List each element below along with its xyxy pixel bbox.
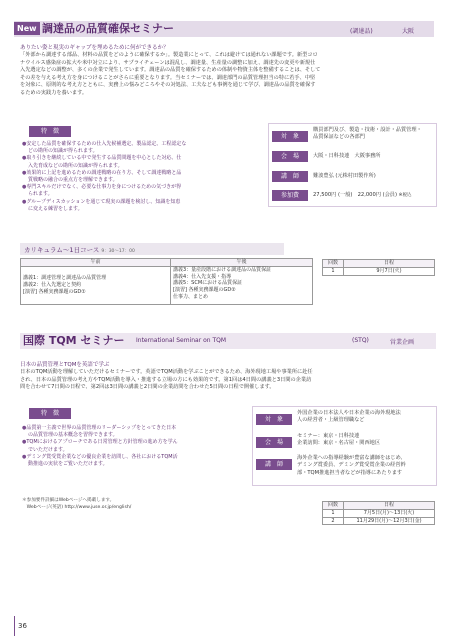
section2-lead: 日本の品質管理とTQMを英語で学ぶ [20, 362, 110, 368]
table-row: 1 7月5日(月)〜13日(火) [323, 509, 435, 517]
lecturer-value: 難波豊弘 (元株村田製作所) [313, 173, 376, 179]
table-row: 2 11月29日(月)〜12月3日(金) [323, 517, 435, 525]
target-label: 対 象 [272, 131, 308, 142]
body-line: るための実践力を養います。 [20, 89, 88, 96]
table-row: 1 9月7日(火) [323, 267, 435, 275]
section1-title: 調達品の品質確保セミナー [42, 22, 174, 35]
feature-item: ●安定した品質を確保するための仕入先候補選定、製品認定、工程認定な どの勘所の知識が得られます。 [22, 141, 187, 155]
schedule-head-no: 回数 [323, 260, 344, 268]
body-line: その差を与える考え方を身につけることがさらに重要となります。当セミナーでは、調達部門の品質管理担当の特に若手、中堅 [20, 74, 316, 81]
schedule-table-1 [322, 259, 435, 276]
venue-value: セミナー：東京・日科技連 企業訪問：東京・名古屋・関西地区 [297, 433, 381, 447]
section2-body: 日本のTQM活動を理解していただけるセミナーです。英語でTQM活動を学ぶことができるため、海外現地工場や事業所に赴任 され、日本の品質管理の考え方やTQM活動を導入・推進する立場の方にも効果的です。第1回は4日間の講義と3日間の企業訪 問を合わせて7日間の日程で、第2回は3日間の講義と2日間の企業訪問を合わせた5日間の日程で開催します。 [20, 369, 313, 391]
venue-value: 大阪・日科技連 大阪事務所 [313, 153, 381, 159]
feature-item: ●グループディスカッションを通じて現実の課題を検討し、知識を知恵 に変える練習をします。 [22, 198, 181, 212]
section2-features-label: 特 徴 [29, 408, 71, 419]
section2-location: 営業企画 [390, 339, 415, 346]
venue-label: 会 場 [272, 151, 308, 162]
target-value: 購買部門及び、製造・技術・設計・品質管理・ 品質保証などの各部門 [313, 127, 422, 141]
body-line: 「外部から調達する部品、材料の品質をどのように確保するか」。製造業にとって、これは避けては通れない課題です。新型コロ [20, 52, 318, 58]
pm-header: 午後 [171, 259, 313, 267]
schedule-head-no: 回数 [323, 502, 344, 510]
feature-item: ●専門スキルだけでなく、必要な仕事力を身につけるための気づきが得 られます。 [22, 184, 182, 198]
schedule-head-date: 日程 [344, 502, 435, 510]
body-line: 入先選定などの調整が、多くの企業で発生しています。調達品の品質を確保するための体制や物資主体を整備することは、そして [20, 67, 321, 74]
section1-features-list [22, 141, 262, 213]
section2-title: 国際 TQM セミナー [23, 334, 125, 347]
schedule-table-2 [322, 501, 435, 525]
body-line: ナウイルス感染症の拡大や米中対立により、サプライチェーンは混乱し、調達量、生産量の調整に加え、調達先の変更や新規仕 [20, 59, 316, 66]
section2-note: ＊参加要件詳細はWebページへ掲載します。 Webページ(英語) http://www.juse.or.jp/english/ [22, 498, 132, 510]
feature-item: ●効果的に上記を進めるための調達戦略の在り方、そして調達戦略と品 質戦略の融合の重点方を理解できます。 [22, 169, 182, 184]
target-value: 外国企業の日本法人や日本企業の海外現地法 人の経営者・上級管理職など [297, 410, 401, 424]
feature-item: ●デミング賞受賞企業などの優良企業を訪問し、各社におけるTQM活 動推進の実状をご覧いただけます。 [22, 453, 178, 468]
body-line: を対象に、原則的な考え方とともに、実務上の悩みどころやその対処法、工夫なども事例を通じて学び、調達品の品質を確保す [20, 82, 316, 89]
curriculum-title: カリキュラム〜1日コース 9：30〜17：00 [24, 246, 135, 254]
section1-lead: ありたい姿と現実のギャップを埋めるために何ができるか？ [20, 45, 169, 51]
curriculum-table [20, 258, 313, 305]
section1-features-label: 特 徴 [29, 126, 71, 137]
feature-item: ●取り引きを継続している中で発生する品質問題を中心とした対応、仕 入先育成などの勘所の知識が得られます。 [22, 155, 182, 169]
lecturer-value: 海外企業への指導経験が豊富な講師をはじめ、 デミング賞委員、デミング賞受賞企業の経営幹 部・TQM推進担当者などが指導にあたります [297, 455, 406, 476]
venue-label: 会 場 [256, 437, 292, 448]
page-number: 36 [18, 622, 27, 630]
feature-item: ●品質第一主義で世界の品質管理のリーダーシップをとってきた日本 の品質管理の基本概念を習得できます。 [22, 425, 177, 439]
am-header: 午前 [21, 259, 171, 267]
schedule-head-date: 日程 [344, 260, 435, 268]
section1-category: (調達品) [350, 28, 373, 35]
target-label: 対 象 [256, 414, 292, 425]
pm-cell: 講義3：量産段階における調達品の品質保証 講義4：仕入先支援・指導 講義5：SCMにおける品質保証 [演習] 各種実務課題のGD② 仕事力、まとめ [171, 266, 313, 304]
am-cell: 講義1：調達管理と調達品の品質管理 講義2：仕入先選定と契約 [演習] 各種実務課題のGD① [21, 266, 171, 304]
fee-value: 27,500円 (一般) 22,000円 (会員) ※税込 [313, 192, 412, 198]
new-badge: New [14, 22, 40, 35]
fee-label: 参加費 [272, 190, 308, 201]
section2-features-list [22, 425, 262, 468]
section1-body [20, 52, 440, 98]
lecturer-label: 講 師 [256, 459, 292, 470]
page-marker-line [14, 616, 15, 636]
section1-location: 大阪 [402, 28, 415, 35]
section2-subtitle: International Seminar on TQM [136, 337, 227, 344]
lecturer-label: 講 師 [272, 171, 308, 182]
section2-category: (STQ) [352, 337, 369, 344]
feature-item: ●TQMにおけるアプローチである日常管理と方針管理の進め方を学ん でいただけます。 [22, 439, 178, 453]
